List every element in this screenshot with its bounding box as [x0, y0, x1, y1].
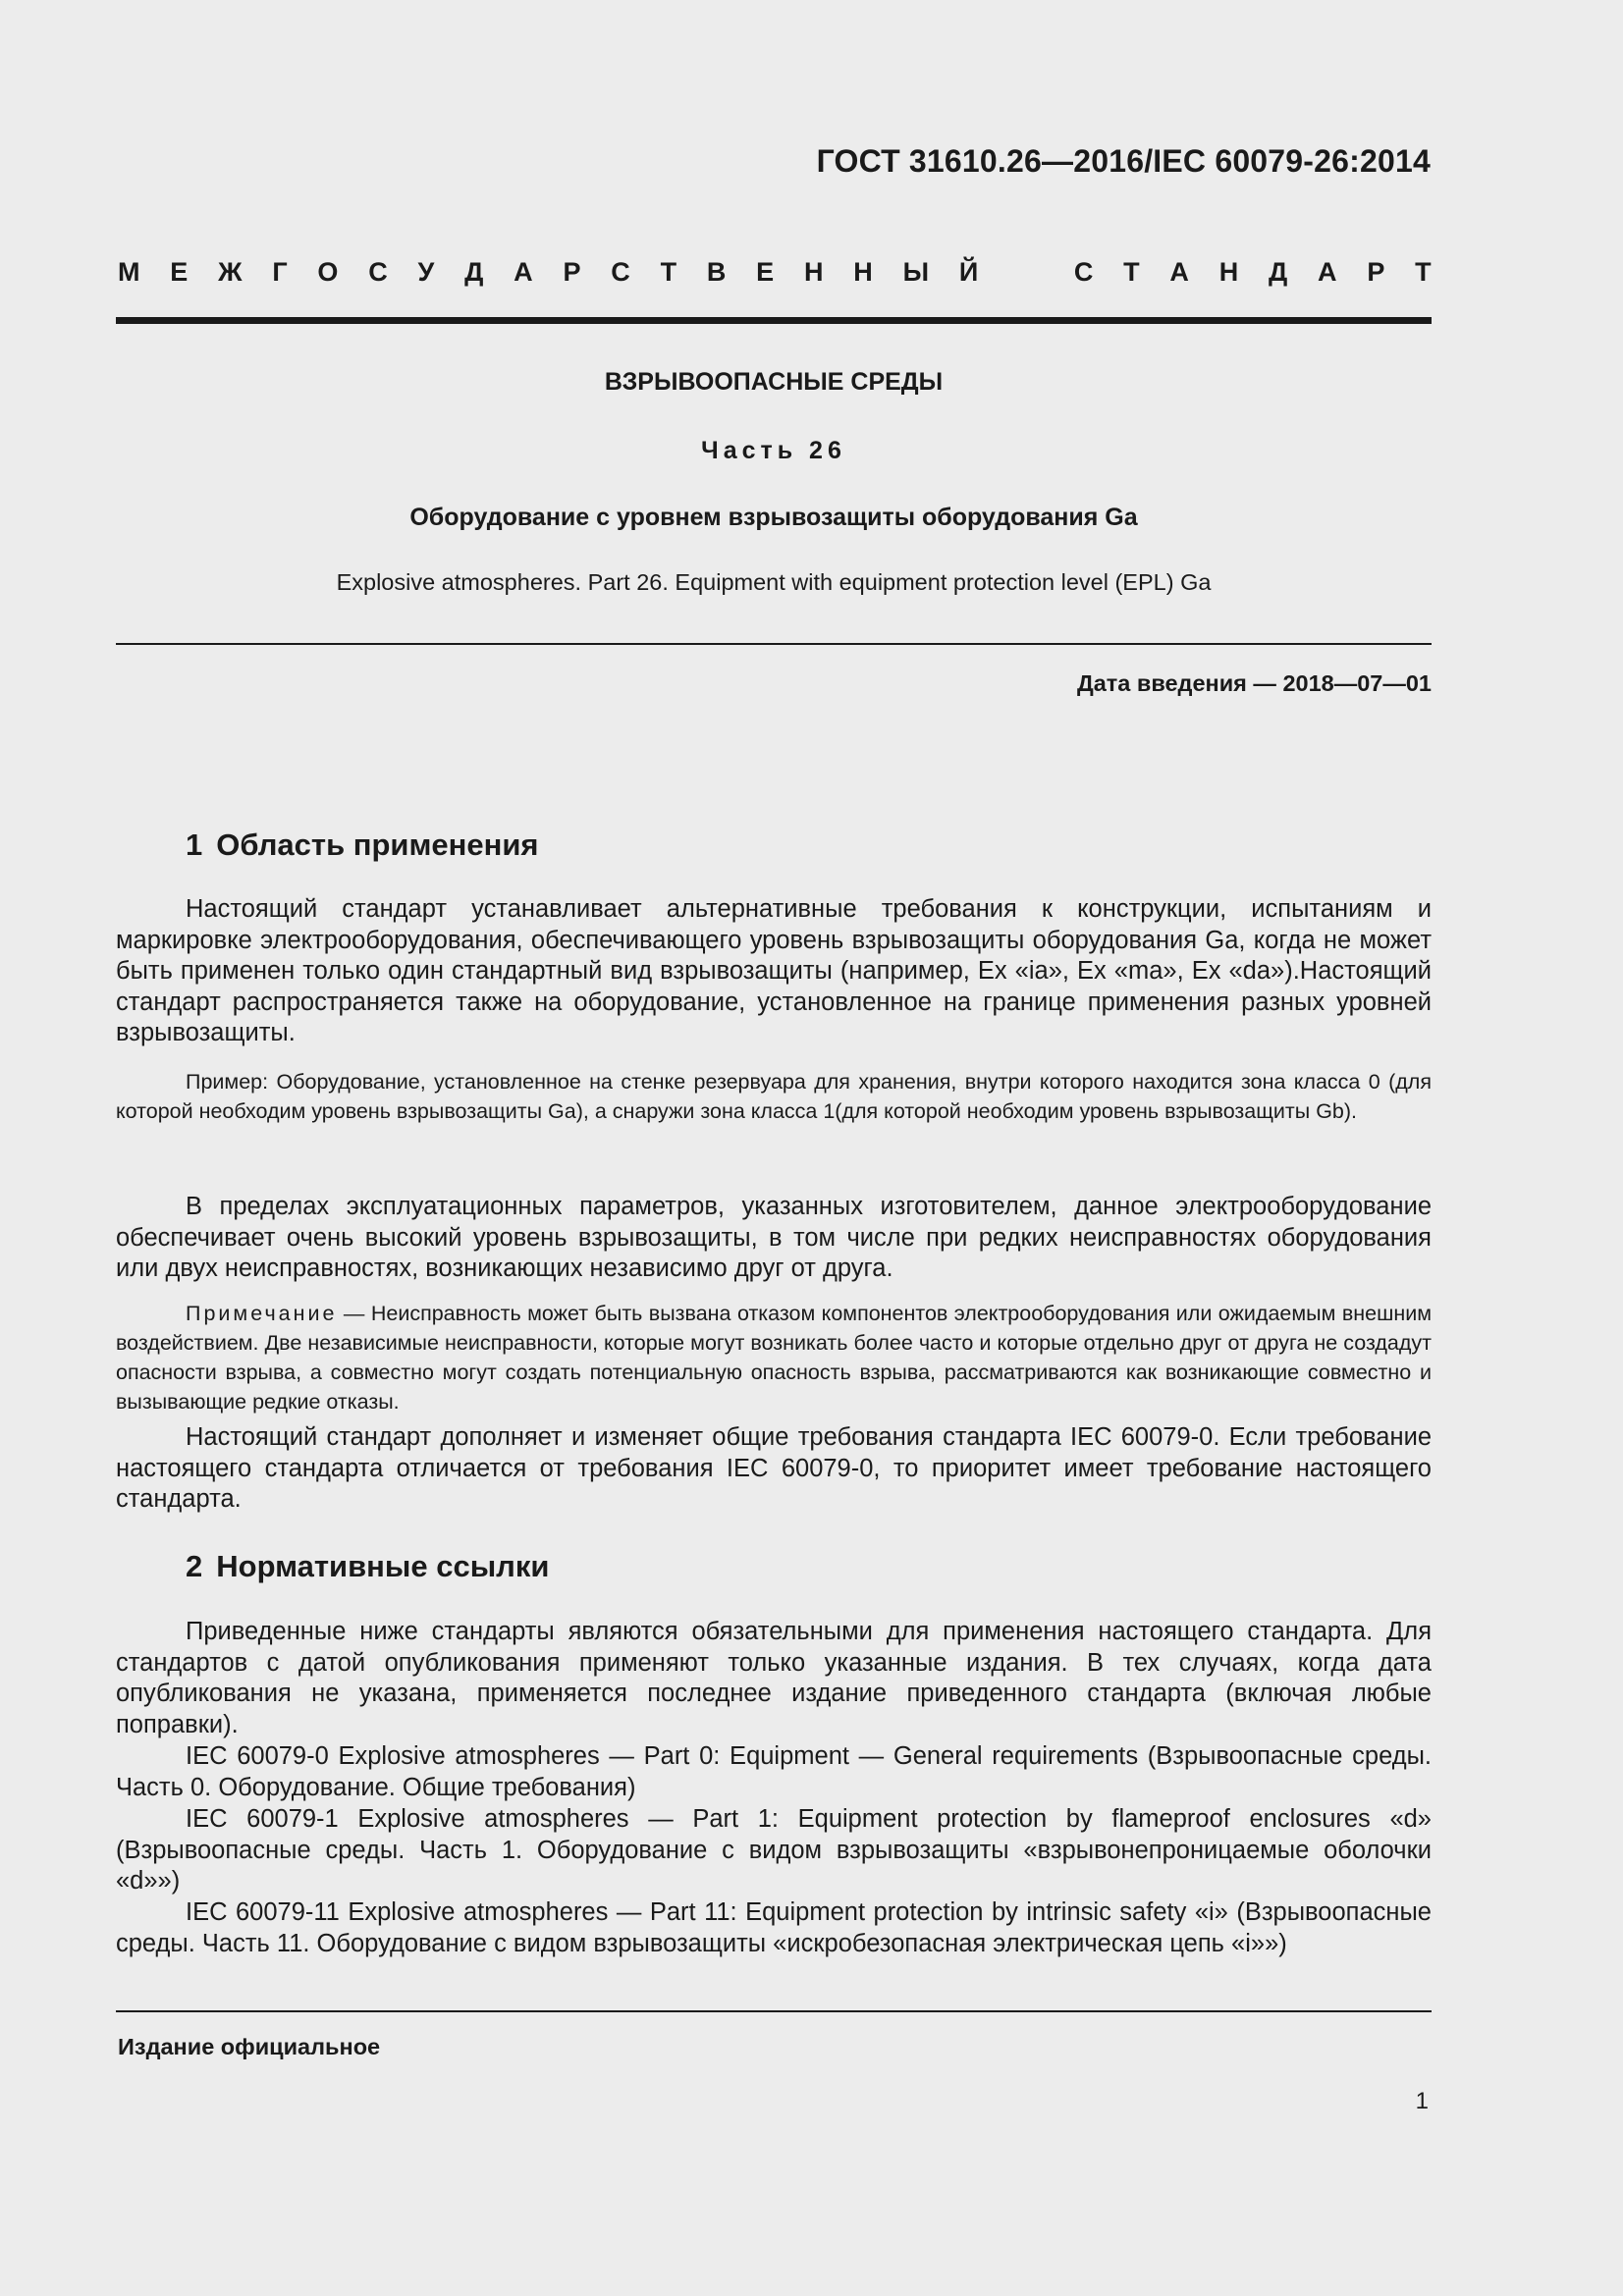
- banner-letter: Е: [756, 257, 775, 287]
- banner-letter: А: [1318, 257, 1337, 287]
- banner-letter: А: [1169, 257, 1189, 287]
- banner-letter: Н: [1218, 257, 1239, 287]
- banner-letter: Т: [1415, 257, 1432, 287]
- priority-paragraph: Настоящий стандарт дополняет и изменяет общие требования стандарта IEC 60079-0. Если требование настоящего стандарта отличается от требования IEC 60079-0, то приоритет имеет требование настоящего стандарта.: [116, 1423, 1432, 1513]
- banner-letter: Т: [1123, 257, 1140, 287]
- reference-item: IEC 60079-0 Explosive atmospheres — Part 0: Equipment — General requirements (Взрывоопасные среды. Часть 0. Оборудование. Общие требования): [116, 1742, 1432, 1801]
- scope-note: [116, 1299, 1432, 1416]
- banner-letter: Д: [1269, 257, 1288, 287]
- references-intro: Приведенные ниже стандарты являются обязательными для применения настоящего стандарта. Для стандартов с датой опубликования применяют только указанные издания. В тех случаях, когда дата опубликования не указана, применяется последнее издание приведенного стандарта (включая любые поправки).: [116, 1618, 1432, 1738]
- section-2-heading: [186, 1549, 549, 1584]
- banner-letter: Н: [803, 257, 824, 287]
- document-subtitle: Оборудование с уровнем взрывозащиты оборудования Ga: [409, 504, 1138, 531]
- banner-letter: О: [317, 257, 339, 287]
- banner-letter: Р: [1367, 257, 1385, 287]
- standard-banner: [118, 257, 1432, 288]
- banner-letter: Г: [272, 257, 288, 287]
- footer-divider: [116, 2010, 1432, 2012]
- banner-letter: Й: [958, 257, 979, 287]
- banner-letter: Е: [170, 257, 189, 287]
- banner-letter: С: [1073, 257, 1094, 287]
- header-divider: [116, 317, 1432, 324]
- document-part: Часть 26: [701, 437, 846, 464]
- section-number: 1: [186, 828, 203, 862]
- page-number: 1: [1415, 2088, 1429, 2114]
- banner-word-gap: [1008, 257, 1044, 288]
- banner-letter: Т: [660, 257, 677, 287]
- banner-letter: Д: [464, 257, 484, 287]
- document-code: ГОСТ 31610.26—2016/IEC 60079-26:2014: [816, 143, 1431, 179]
- banner-letter: Ж: [218, 257, 243, 287]
- reference-item: IEC 60079-1 Explosive atmospheres — Part 1: Equipment protection by flameproof enclosures «d» (Взрывоопасные среды. Часть 1. Оборудование с видом взрывозащиты «взрывонепроницаемые оболочки «d»»): [116, 1805, 1432, 1895]
- reliability-paragraph: В пределах эксплуатационных параметров, указанных изготовителем, данное электрооборудование обеспечивает очень высокий уровень взрывозащиты, в том числе при редких неисправностях оборудования или двух неисправностях, возникающих независимо друг от друга.: [116, 1193, 1432, 1282]
- banner-letter: С: [611, 257, 630, 287]
- title-divider: [116, 643, 1432, 645]
- banner-letter: Р: [563, 257, 581, 287]
- banner-letter: Н: [853, 257, 873, 287]
- banner-letter: А: [514, 257, 533, 287]
- note-label: Примечание: [186, 1302, 338, 1325]
- note-text: — Неисправность может быть вызвана отказом компонентов электрооборудования или ожидаемым внешним воздействием. Две независимые неисправности, которые могут возникать более часто и которые отдельно друг от друга не создадут опасности взрыва, а совместно могут создать потенциальную опасность взрыва, рассматриваются как возникающие совместно и вызывающие редкие отказы.: [116, 1302, 1432, 1414]
- section-title: Нормативные ссылки: [216, 1549, 550, 1583]
- banner-letter: М: [118, 257, 140, 287]
- english-title: Explosive atmospheres. Part 26. Equipment with equipment protection level (EPL) Ga: [336, 569, 1212, 595]
- section-1-heading: [186, 828, 539, 863]
- banner-letter: С: [368, 257, 388, 287]
- introduction-date: Дата введения — 2018—07—01: [1076, 670, 1432, 696]
- scope-paragraph: Настоящий стандарт устанавливает альтернативные требования к конструкции, испытаниям и маркировке электрооборудования, обеспечивающего уровень взрывозащиты оборудования Ga, когда не может быть применен только один стандартный вид взрывозащиты (например, Ex «ia», Ex «ma», Ex «da»).Настоящий стандарт распространяется также на оборудование, установленное на границе применения разных уровней взрывозащиты.: [116, 895, 1432, 1046]
- banner-letter: Ы: [902, 257, 930, 287]
- banner-letter: В: [706, 257, 727, 287]
- reference-item: IEC 60079-11 Explosive atmospheres — Part 11: Equipment protection by intrinsic safety «i» (Взрывоопасные среды. Часть 11. Оборудование с видом взрывозащиты «искробезопасная электрическая цепь «i»»): [116, 1898, 1432, 1957]
- document-title: ВЗРЫВООПАСНЫЕ СРЕДЫ: [604, 368, 944, 396]
- banner-letter: У: [417, 257, 435, 287]
- section-title: Область применения: [216, 828, 539, 862]
- scope-example: Пример: Оборудование, установленное на стенке резервуара для хранения, внутри которого находится зона класса 0 (для которой необходим уровень взрывозащиты Ga), а снаружи зона класса 1(для которой необходим уровень взрывозащиты Gb).: [116, 1070, 1432, 1123]
- section-number: 2: [186, 1549, 203, 1583]
- official-edition-label: Издание официальное: [118, 2034, 381, 2059]
